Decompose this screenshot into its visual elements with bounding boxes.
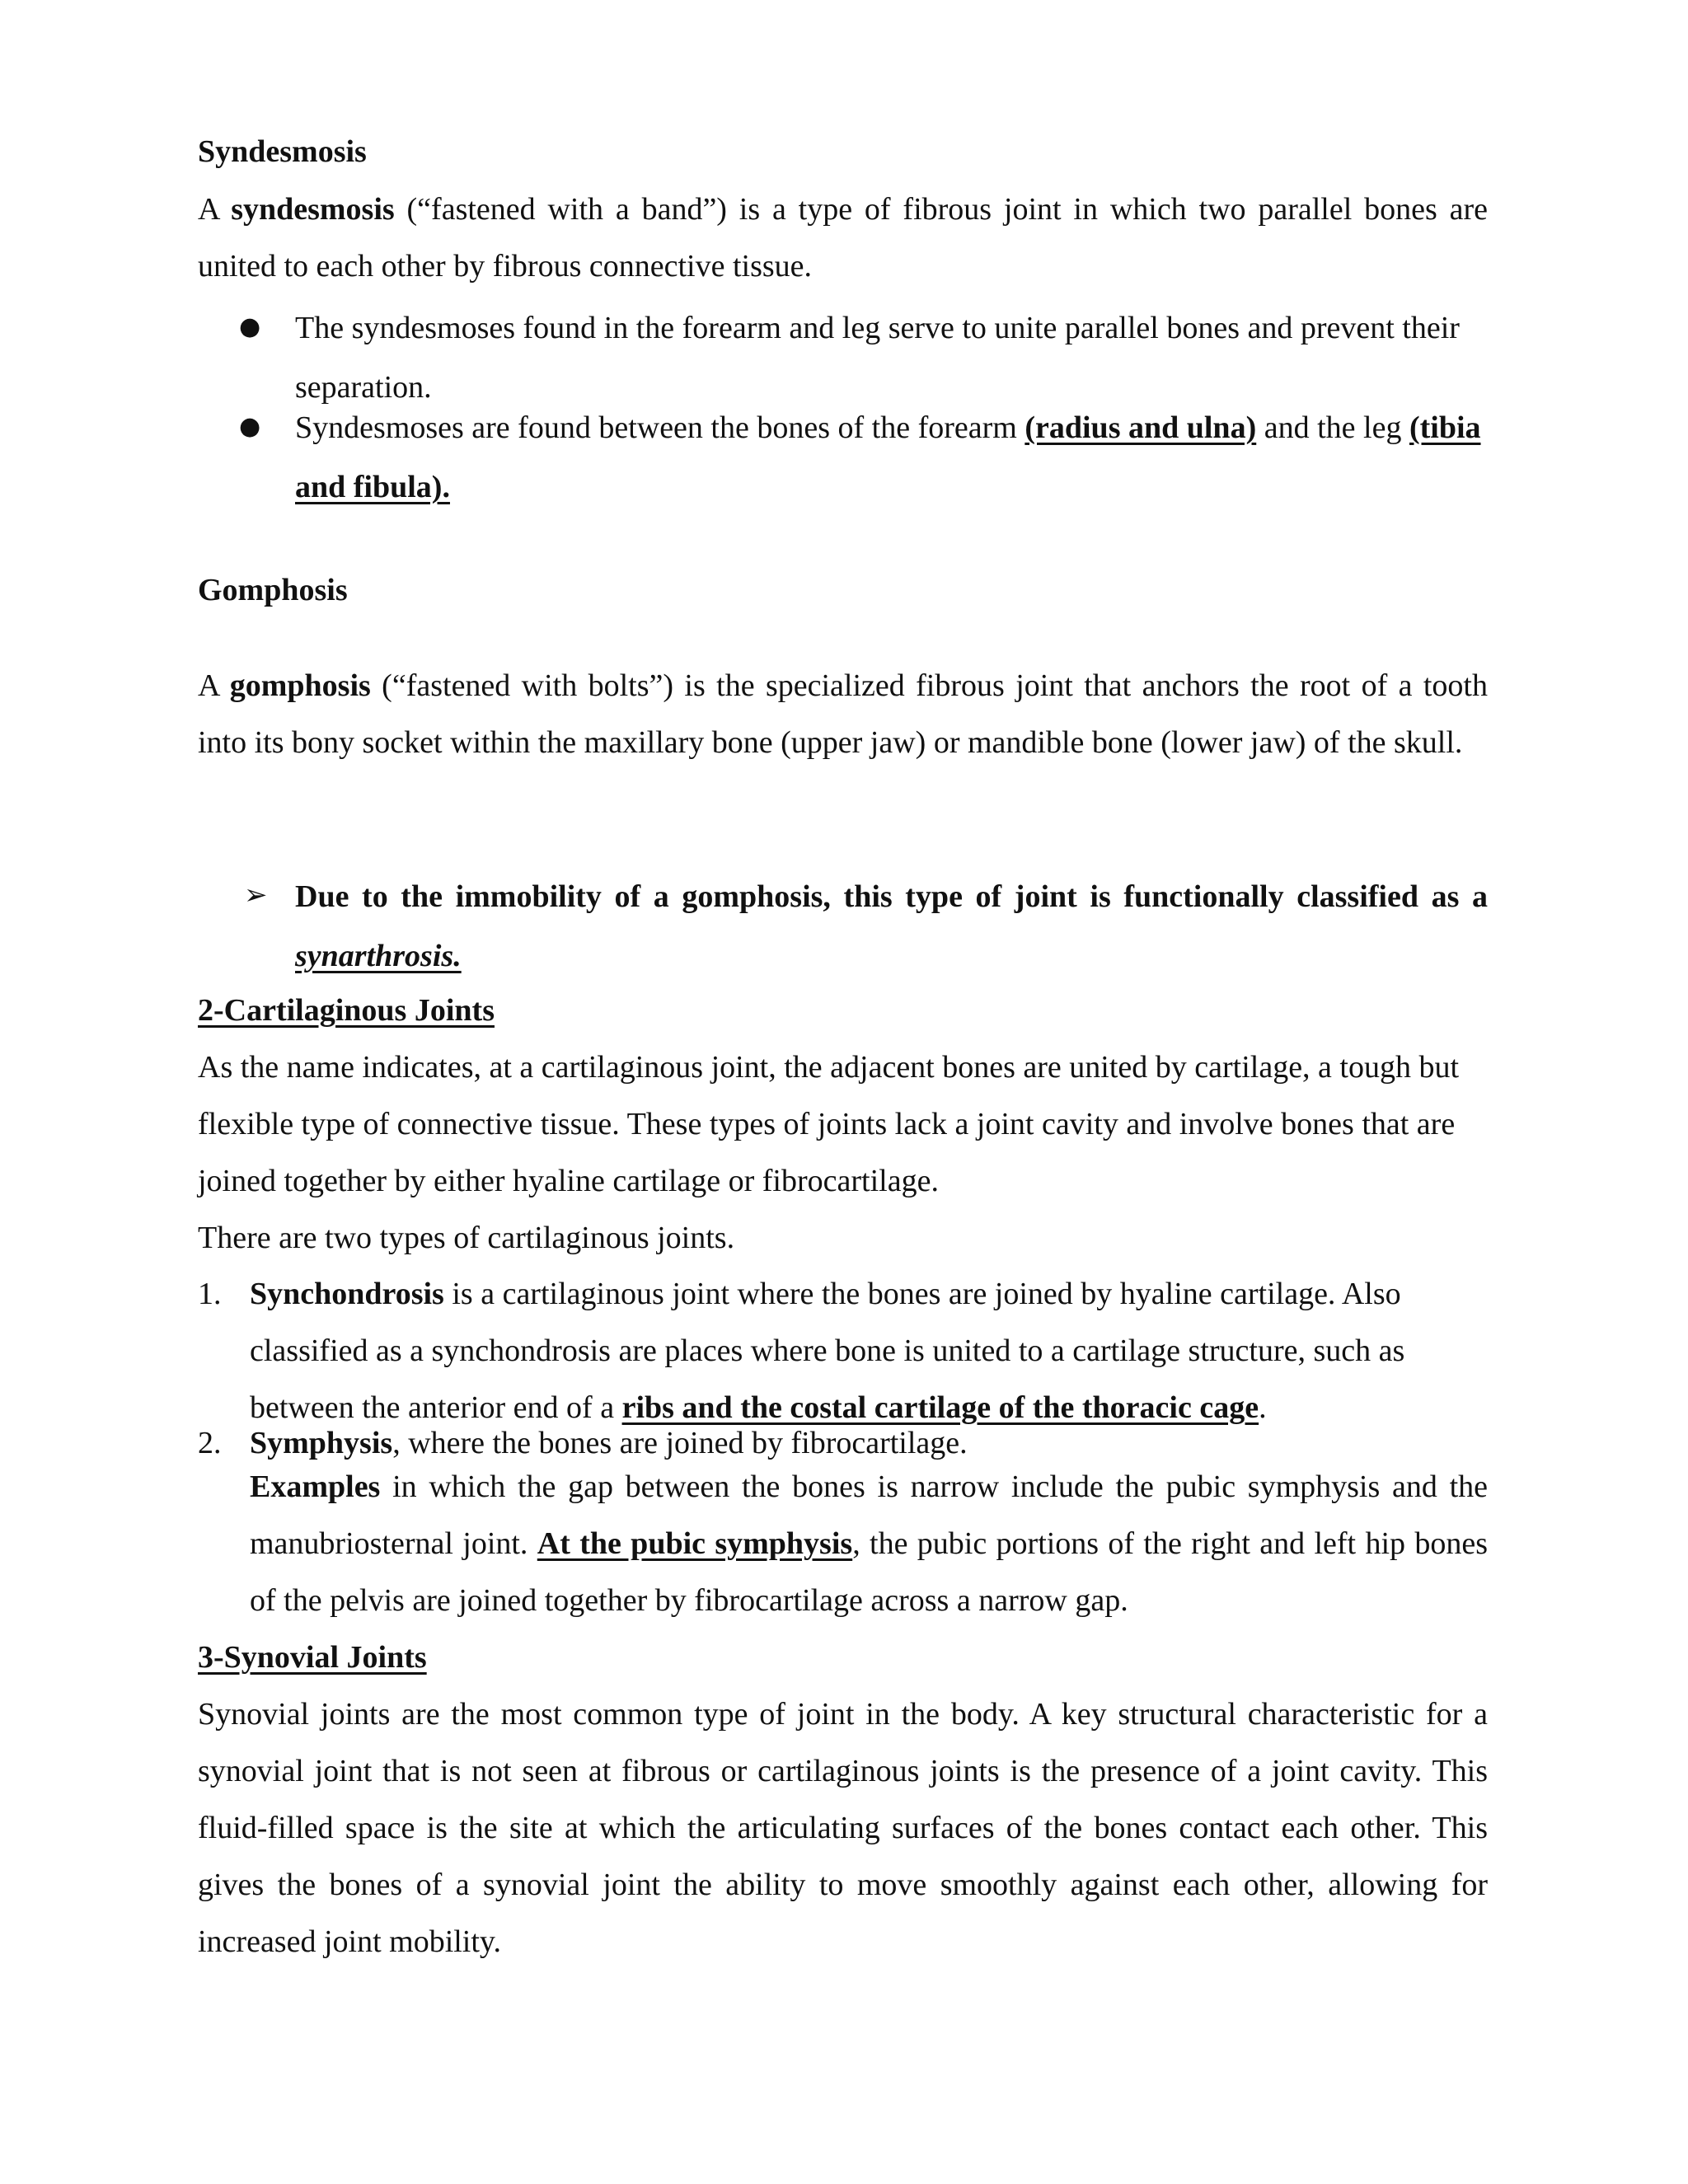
pubic-symphysis-text: At the pubic symphysis — [537, 1526, 853, 1561]
synchondrosis-term: Synchondrosis — [250, 1277, 444, 1311]
syndesmosis-term: syndesmosis — [231, 192, 395, 227]
synovial-paragraph: Synovial joints are the most common type of joint in the body. A key structural characteristic for a synovial joint that is not seen at fibrous or cartilaginous joints is the presence of a joint cavity. This fluid-filled space is the site at which the articulating surfaces of the bones contact each other. This gives the bones of a synovial joint the ability to move smoothly against each other, allowing for increased joint mobility. — [198, 1697, 1488, 1959]
examples-term: Examples — [250, 1469, 381, 1504]
synchondrosis-item: Synchondrosis is a cartilaginous joint where the bones are joined by hyaline cartilage. Also classified as a synchondrosis are places where bone is united to a cartilage structure, such as between the anterior end of a ribs and the costal cartilage of the thoracic cage. — [250, 1277, 1405, 1425]
list-number-1: 1. — [198, 1277, 222, 1311]
syndesmosis-paragraph: A syndesmosis (“fastened with a band”) is a type of fibrous joint in which two parallel bones are united to each other by fibrous connective tissue. — [198, 192, 1488, 284]
gomphosis-term: gomphosis — [229, 668, 371, 703]
gomphosis-paragraph: A gomphosis (“fastened with bolts”) is the specialized fibrous joint that anchors the root of a tooth into its bony socket within the maxillary bone (upper jaw) or mandible bone (lower jaw) of the skull. — [198, 668, 1488, 760]
arrow-bullet-icon: ➢ — [244, 879, 268, 912]
symphysis-item: Symphysis, where the bones are joined by fibrocartilage. — [250, 1426, 968, 1460]
cartilaginous-paragraph: As the name indicates, at a cartilaginous joint, the adjacent bones are united by cartilage, a tough but flexible type of connective tissue. These types of joints lack a joint cavity and involve bones that are joined together by either hyaline cartilage or fibrocartilage. — [198, 1050, 1460, 1198]
cartilaginous-heading: 2-Cartilaginous Joints — [198, 993, 495, 1028]
gomphosis-note: Due to the immobility of a gomphosis, this type of joint is functionally classified as a synarthrosis. — [295, 879, 1488, 973]
bullet-dot-icon: ● — [239, 412, 261, 441]
syndesmosis-heading: Syndesmosis — [198, 134, 367, 169]
symphysis-examples: Examples in which the gap between the bones is narrow include the pubic symphysis and the manubriosternal joint. At the pubic symphysis, the pubic portions of the right and left hip bones of the pelvis are joined together by fibrocartilage across a narrow gap. — [250, 1469, 1488, 1618]
symphysis-term: Symphysis — [250, 1426, 393, 1460]
gomphosis-heading: Gomphosis — [198, 573, 348, 607]
syndesmosis-bullet-1: The syndesmoses found in the forearm and leg serve to unite parallel bones and prevent their separation. — [295, 311, 1460, 405]
synarthrosis-term: synarthrosis. — [295, 939, 462, 973]
ribs-costal-text: ribs and the costal cartilage of the thoracic cage — [621, 1390, 1259, 1425]
cartilaginous-types: There are two types of cartilaginous joints. — [198, 1221, 735, 1255]
bullet-dot-icon: ● — [239, 312, 261, 341]
radius-ulna-link-text: (radius and ulna) — [1025, 410, 1257, 445]
tibia-fibula-text: (tibia and fibula). — [295, 410, 1481, 504]
synovial-heading: 3-Synovial Joints — [198, 1640, 427, 1675]
list-number-2: 2. — [198, 1426, 222, 1460]
syndesmosis-bullet-2: Syndesmoses are found between the bones of the forearm (radius and ulna) and the leg (tibia and fibula). — [295, 410, 1481, 504]
